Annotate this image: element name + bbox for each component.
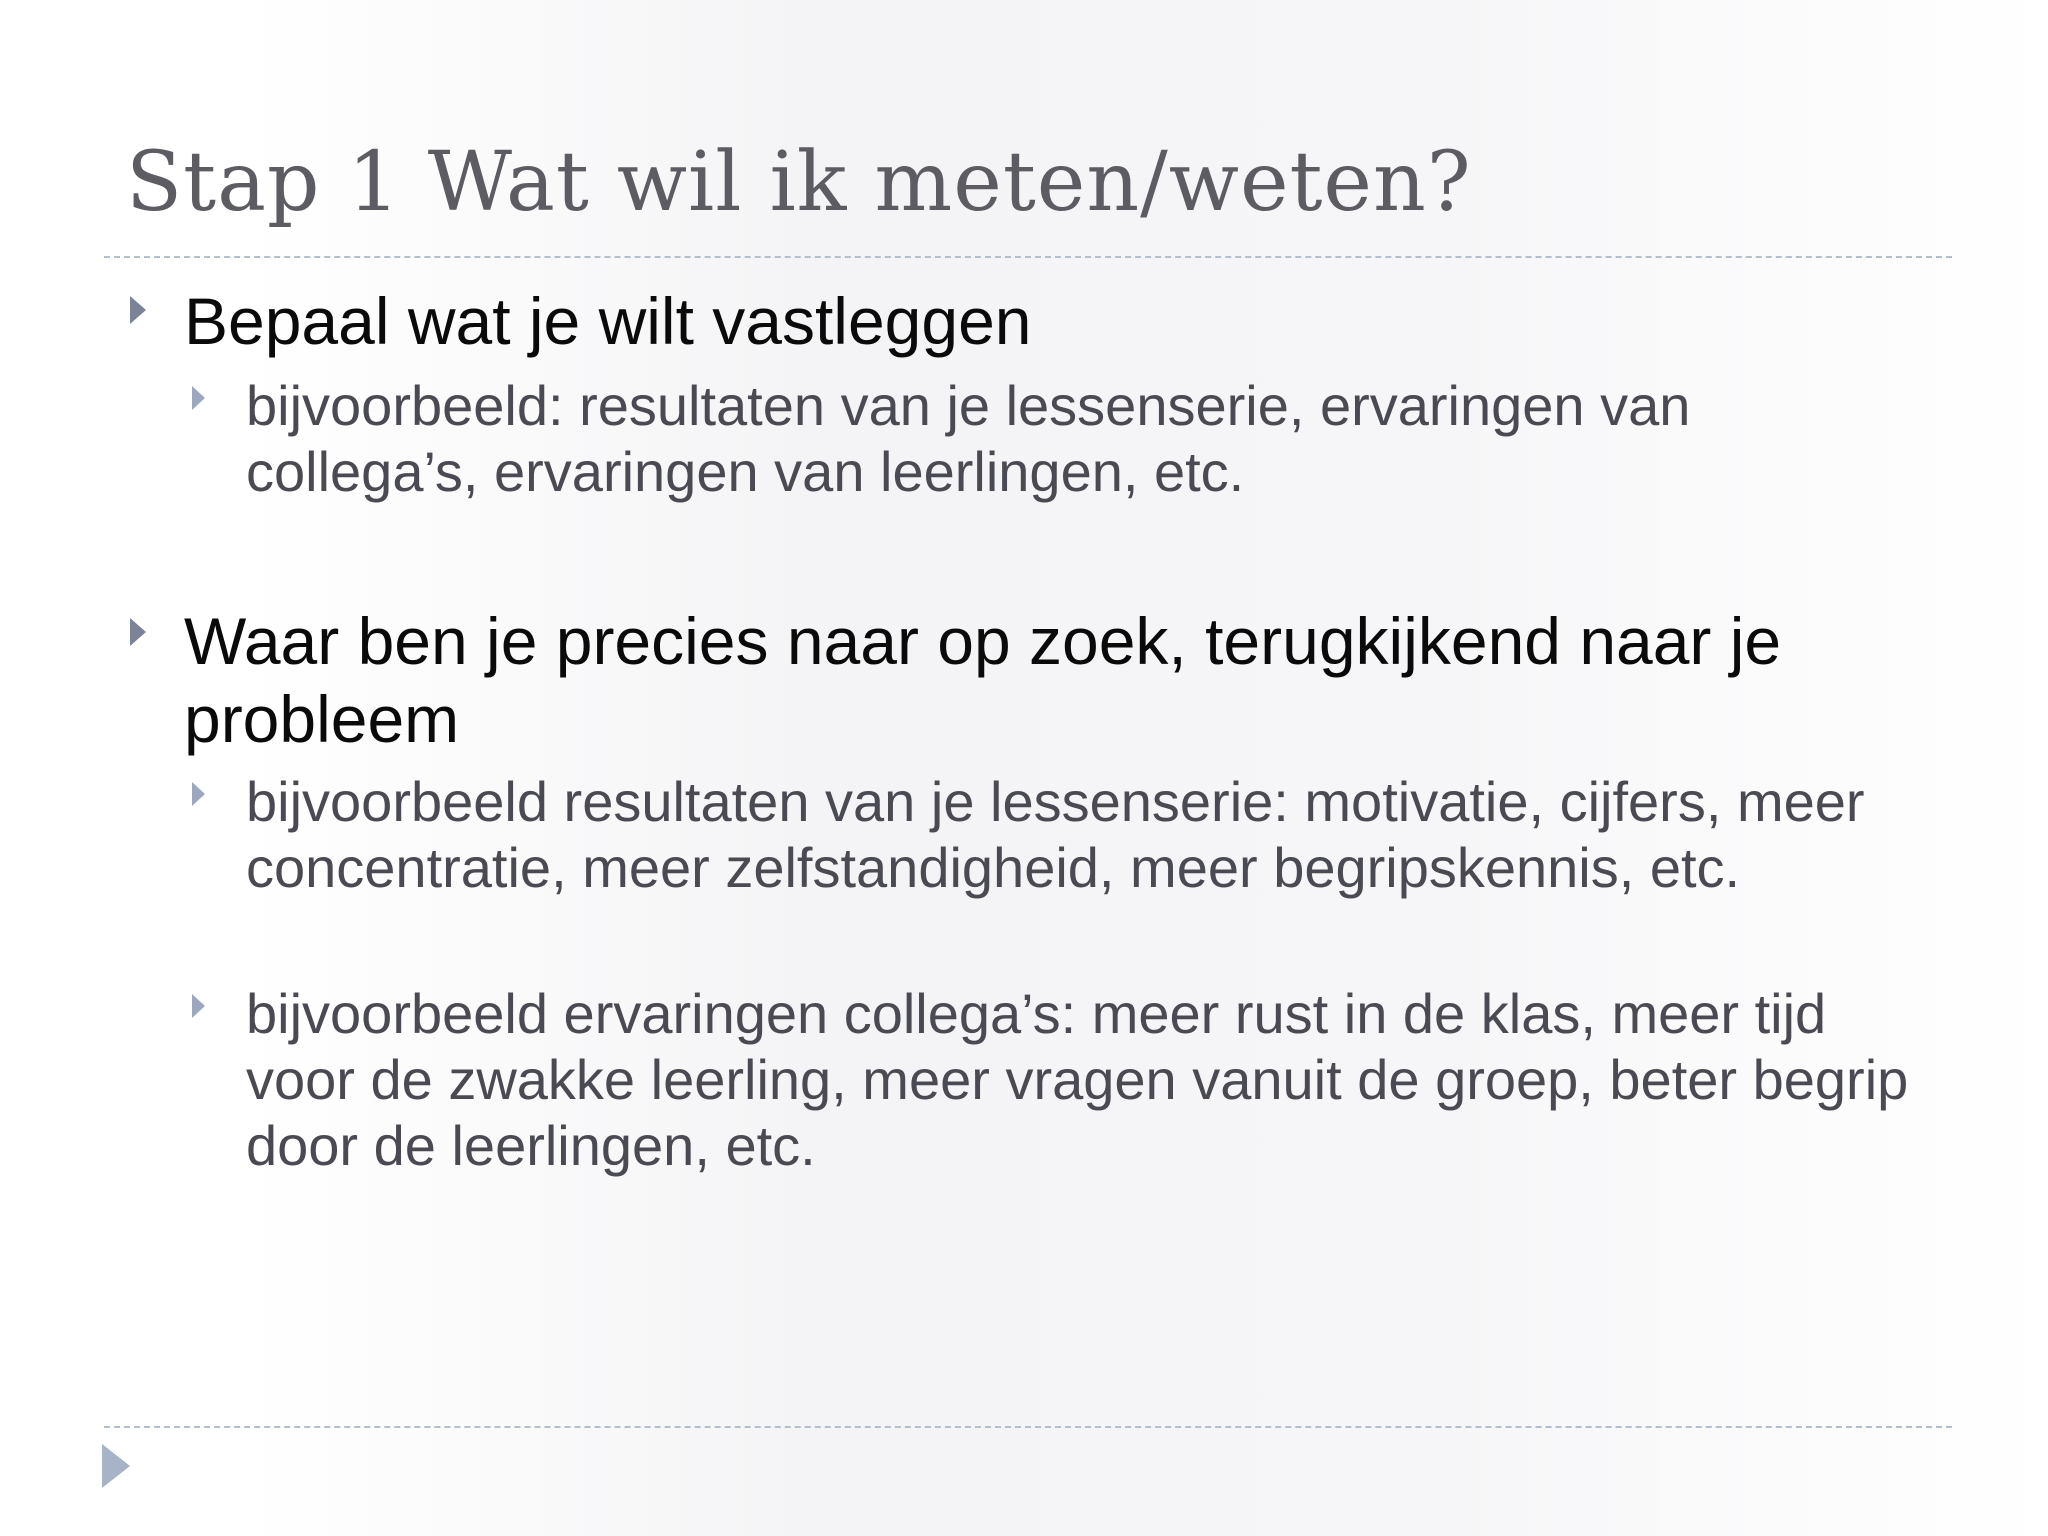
sub-bullet-triangle-icon <box>192 782 205 806</box>
sub-bullet-triangle-icon <box>192 994 205 1018</box>
bullet-heading-2: Waar ben je precies naar op zoek, terugkijkend naar je probleem <box>184 604 1782 756</box>
sub-bullet-1-1: bijvoorbeeld: resultaten van je lessenserie, ervaringen van collega’s, ervaringen van leerlingen, etc. <box>246 374 1691 503</box>
title-divider <box>104 256 1952 258</box>
sub-bullet-2-1: bijvoorbeeld resultaten van je lessenserie: motivatie, cijfers, meer concentratie, meer zelfstandigheid, meer begripskennis, etc. <box>246 770 1865 899</box>
sub-bullet-triangle-icon <box>192 386 205 410</box>
bullet-triangle-icon <box>130 296 146 324</box>
bullet-triangle-icon <box>130 618 146 646</box>
slide-nav-arrow-icon[interactable] <box>102 1444 130 1488</box>
slide-title: Stap 1 Wat wil ik meten/weten? <box>126 135 1472 230</box>
footer-divider <box>104 1426 1952 1428</box>
bullet-heading-1: Bepaal wat je wilt vastleggen <box>184 284 1032 358</box>
sub-bullet-2-2: bijvoorbeeld ervaringen collega’s: meer rust in de klas, meer tijd voor de zwakke leerling, meer vragen vanuit de groep, beter begrip door de leerlingen, etc. <box>246 982 1909 1177</box>
